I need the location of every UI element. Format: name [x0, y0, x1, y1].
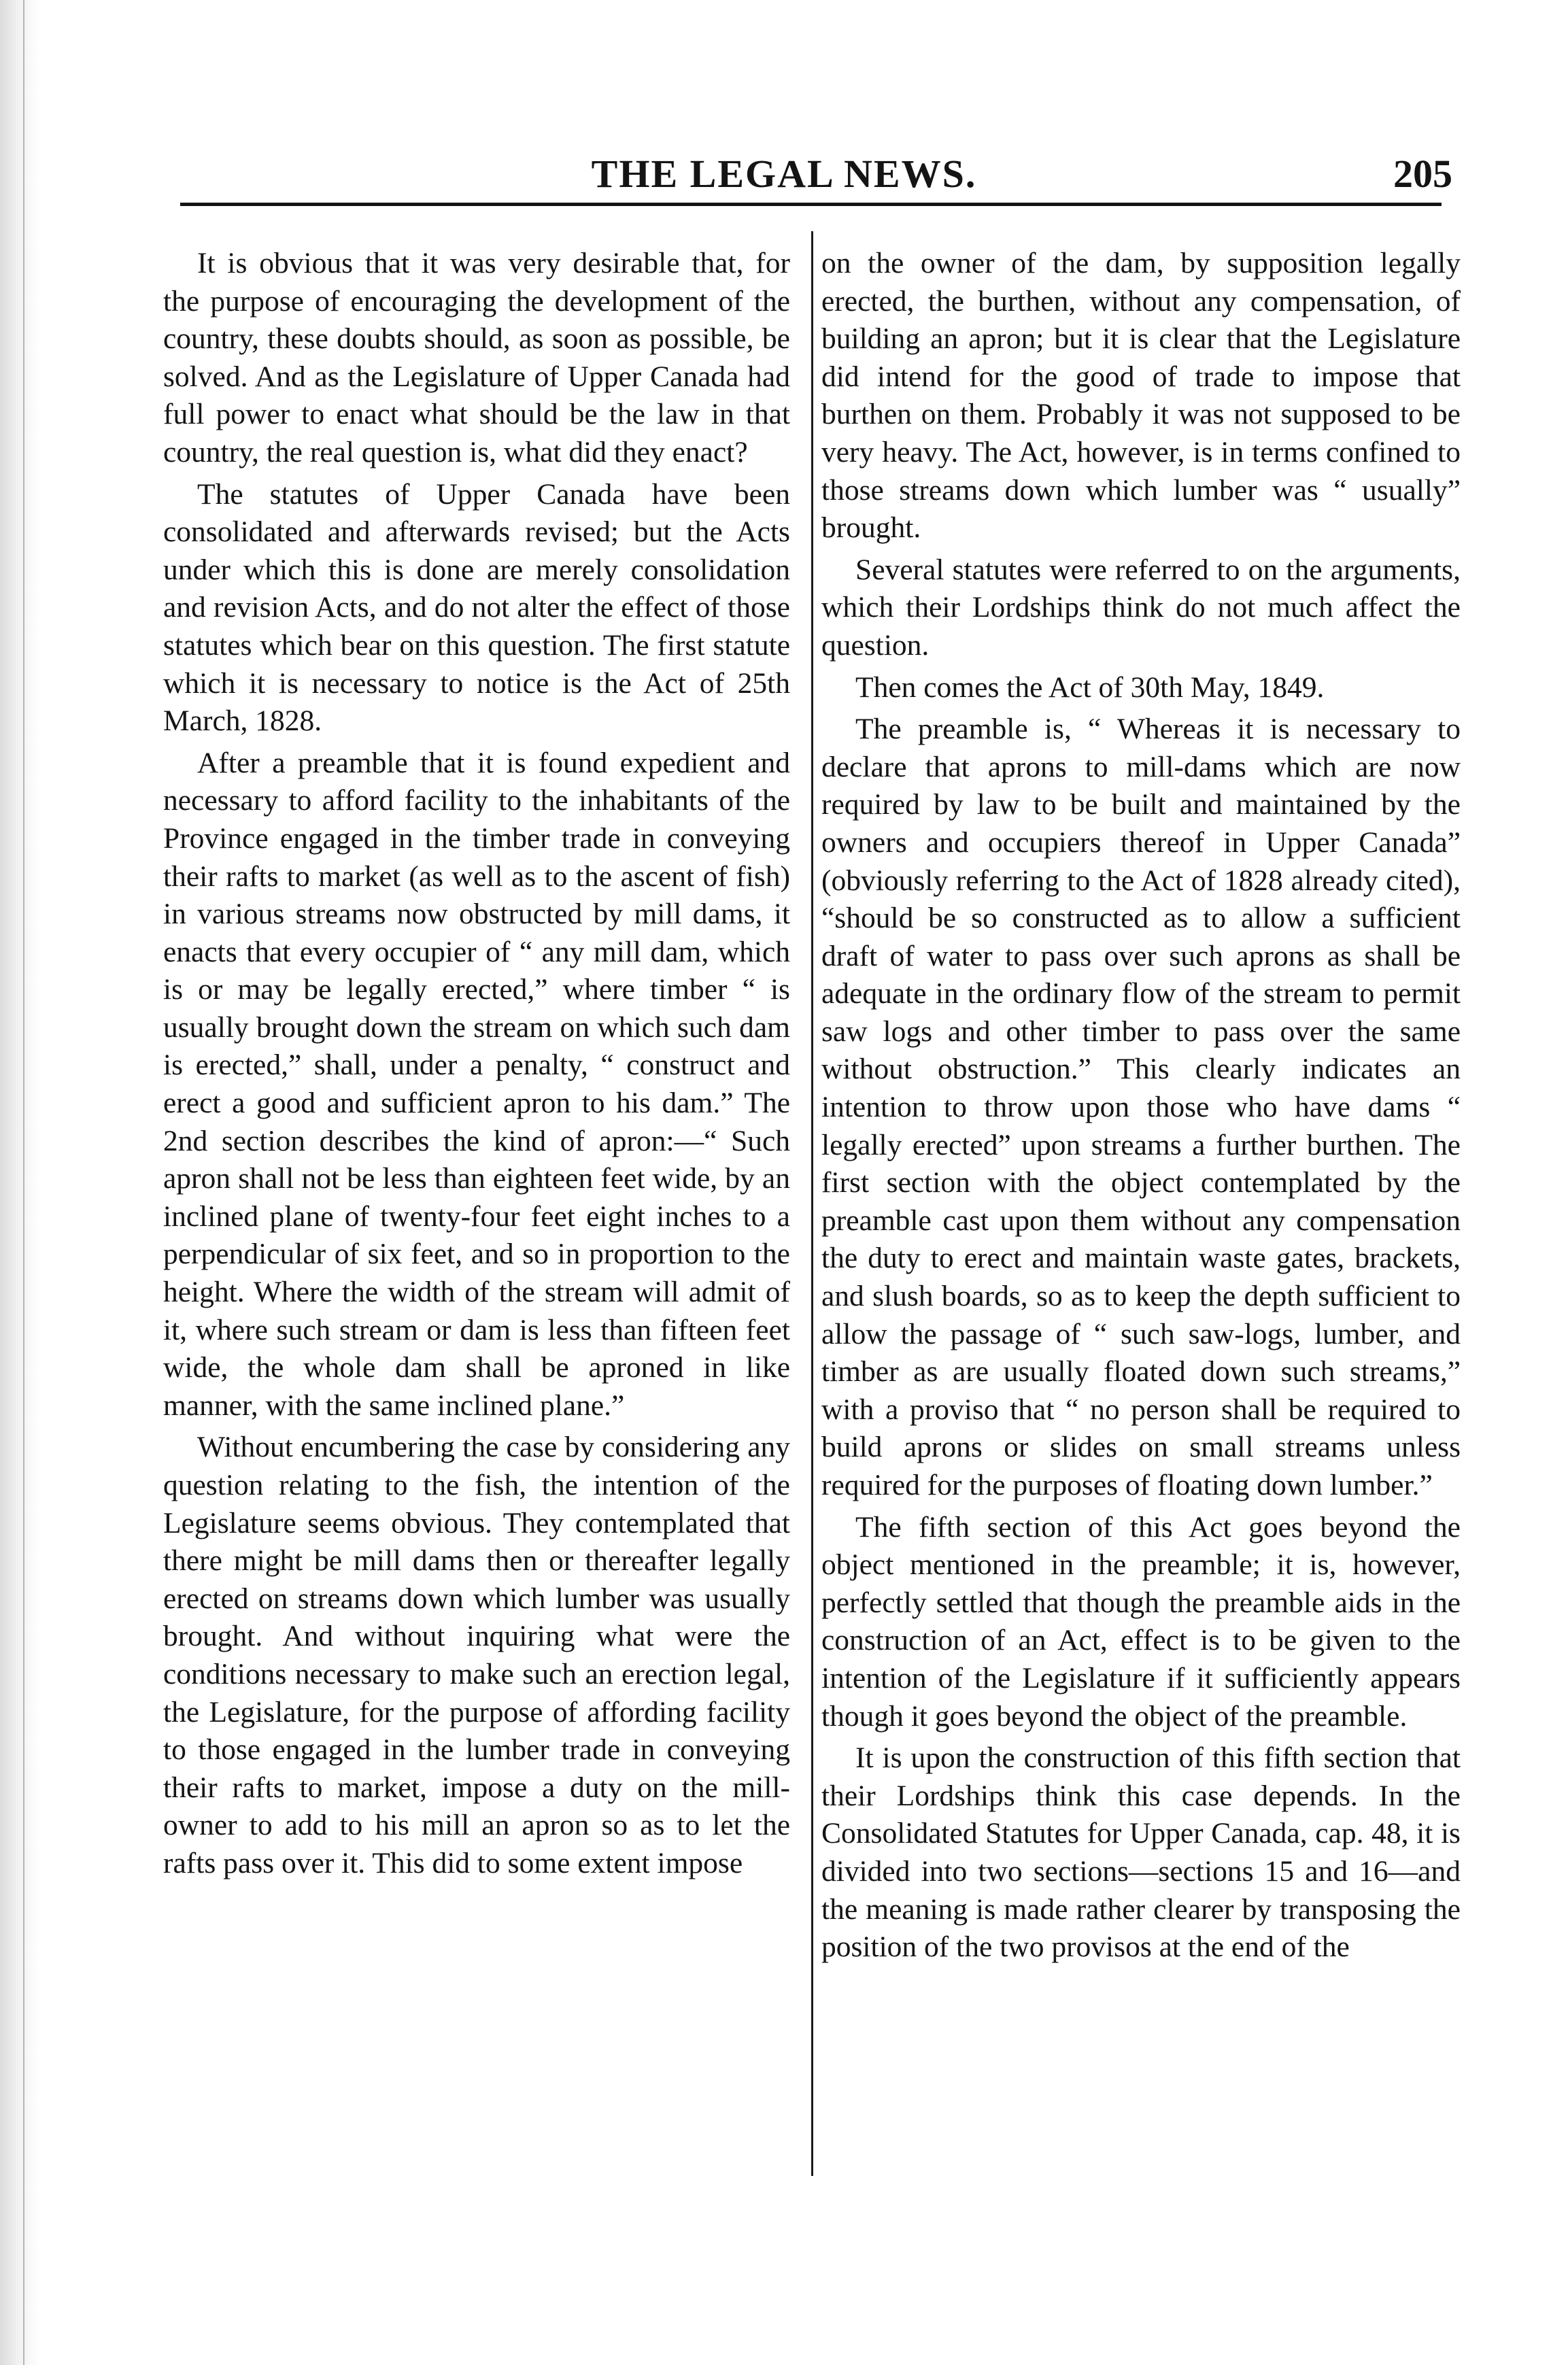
left-column — [163, 245, 790, 1883]
left-paragraph-3: After a preamble that it is found expedient and necessary to afford facility to the inhabitants of the Province engaged in the timber trade in conveying their rafts to market (as well as to the ascent of fish) in various streams now obstructed by mill dams, it enacts that every occupier of “ any mill dam, which is or may be legally erected,” where timber “ is usually brought down the stream on which such dam is erected,” shall, under a penalty, “ construct and erect a good and sufficient apron to his dam.” The 2nd section describes the kind of apron:—“ Such apron shall not be less than eighteen feet wide, by an inclined plane of twenty-four feet eight inches to a perpendicular of six feet, and so in proportion to the height. Where the width of the stream will admit of it, where such stream or dam is less than fifteen feet wide, the whole dam shall be aproned in like manner, with the same inclined plane.” — [163, 746, 790, 1422]
binding-edge-line — [23, 0, 24, 2365]
right-paragraph-3: Then comes the Act of 30th May, 1849. — [855, 670, 1325, 704]
right-paragraph-5: The fifth section of this Act goes beyond the object mentioned in the preamble; it is, however, perfectly settled that though the preamble aids in the construction of an Act, effect is to be given to the intention of the Legislature if it sufficiently appears though it goes beyond the object of the preamble. — [821, 1510, 1461, 1733]
left-paragraph-1: It is obvious that it was very desirable that, for the purpose of encouraging the development of the country, these doubts should, as soon as possible, be solved. And as the Legislature of Upper Canada had full power to enact what should be the law in that country, the real question is, what did they enact? — [163, 247, 790, 469]
right-paragraph-1: on the owner of the dam, by supposition legally erected, the burthen, without any compensation, of building an apron; but it is clear that the Legislature did intend for the good of trade to impose that burthen on them. Probably it was not supposed to be very heavy. The Act, however, is in terms confined to those streams down which lumber was “ usually” brought. — [821, 247, 1461, 545]
left-paragraph-4: Without encumbering the case by considering any question relating to the fish, the intention of the Legislature seems obvious. They contemplated that there might be mill dams then or thereafter legally erected on streams down which lumber was usually brought. And without inquiring what were the conditions necessary to make such an erection legal, the Legislature, for the purpose of affording facility to those engaged in the lumber trade in conveying their rafts to market, impose a duty on the mill-owner to add to his mill an apron so as to let the rafts pass over it. This did to some extent impose — [163, 1431, 790, 1879]
right-paragraph-4: The preamble is, “ Whereas it is necessary to declare that aprons to mill-dams which are now required by law to be built and maintained by the owners and occupiers thereof in Upper Canada” (obviously referring to the Act of 1828 already cited), “should be so constructed as to allow a sufficient draft of water to pass over such aprons as shall be adequate in the ordinary flow of the stream to permit saw logs and other timber to pass over the same without obstruction.” This clearly indicates an intention to throw upon those who have dams “ legally erected” upon streams a further burthen. The first section with the object contemplated by the preamble cast upon them without any compensation the duty to erect and maintain waste gates, brackets, and slush boards, so as to keep the depth sufficient to allow the passage of “ such saw-logs, lumber, and timber as are usually floated down such streams,” with a proviso that “ no person shall be required to build aprons or slides on small streams unless required for the purposes of floating down lumber.” — [821, 713, 1461, 1501]
page-header — [0, 151, 1568, 205]
column-divider — [811, 231, 813, 2176]
running-title: THE LEGAL NEWS. — [591, 152, 977, 196]
left-paragraph-2: The statutes of Upper Canada have been consolidated and afterwards revised; but the Acts under which this is done are merely consolidation and revision Acts, and do not alter the effect of those statutes which bear on this question. The first statute which it is necessary to notice is the Act of 25th March, 1828. — [163, 477, 790, 738]
right-paragraph-2: Several statutes were referred to on the arguments, which their Lordships think do not much affect the question. — [821, 553, 1461, 662]
right-paragraph-6: It is upon the construction of this fifth section that their Lordships think this case depends. In the Consolidated Statutes for Upper Canada, cap. 48, it is divided into two sections—sections 15 and 16—and the meaning is made rather clearer by transposing the position of the two provisos at the end of the — [821, 1741, 1461, 1964]
page-edge-shadow — [0, 0, 39, 2365]
right-column — [821, 245, 1461, 1967]
header-rule — [180, 203, 1442, 206]
page-number: 205 — [1393, 152, 1452, 196]
